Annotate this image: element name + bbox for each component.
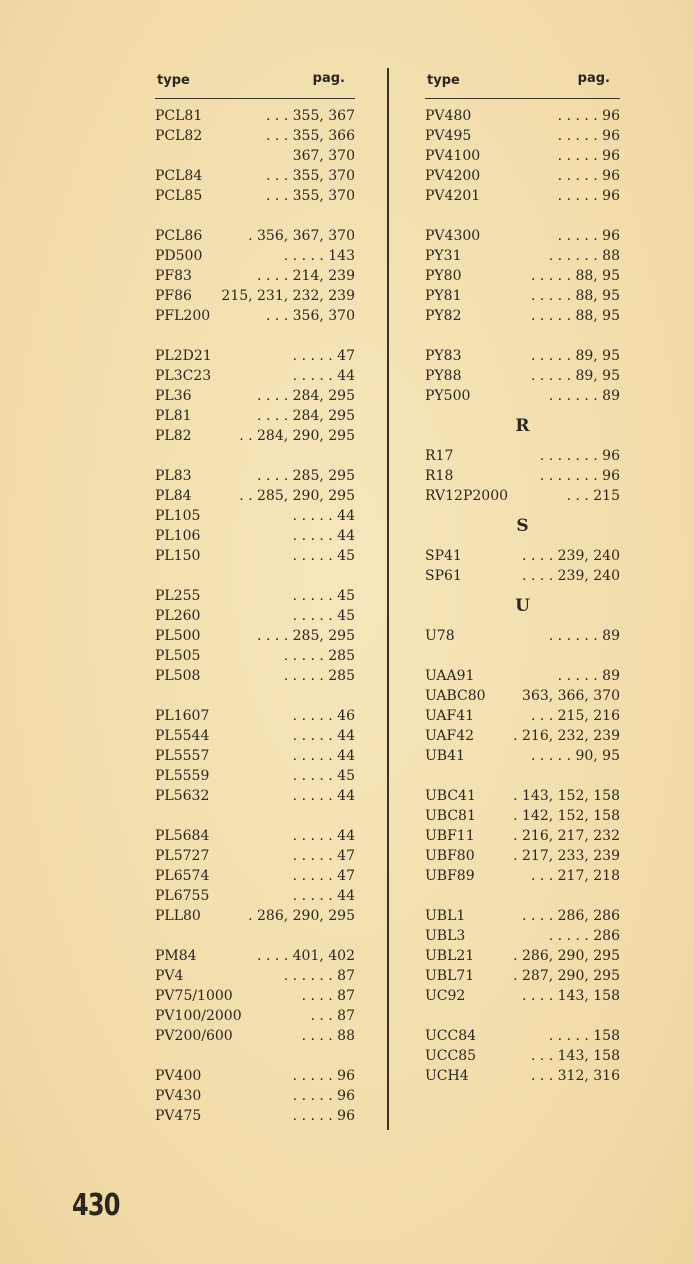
entry-pages: . . . . . 45 (292, 548, 355, 564)
index-entry (155, 606, 355, 626)
index-entry (425, 726, 620, 746)
entry-type: PL6755 (155, 888, 210, 904)
entry-type: PV75/1000 (155, 988, 233, 1004)
index-entry (155, 666, 355, 686)
index-entry (155, 486, 355, 506)
entry-type: PV4 (155, 968, 184, 984)
entry-pages: . . . . . 44 (292, 788, 355, 804)
entry-pages: . . . . 285, 295 (257, 628, 355, 644)
group-spacer (155, 926, 355, 946)
entry-type: UCH4 (425, 1068, 469, 1084)
entry-type: PL505 (155, 648, 201, 664)
index-entry (425, 626, 620, 646)
entry-type: UBL71 (425, 968, 475, 984)
entry-pages: . . . . . . 88 (548, 248, 620, 264)
entry-type: UBF80 (425, 848, 475, 864)
entry-pages: . . . . . 285 (283, 668, 355, 684)
entry-pages: . . . . 284, 295 (257, 388, 355, 404)
entry-type: UBL21 (425, 948, 475, 964)
header-pag: pag. (312, 71, 345, 86)
entry-pages: . . . . . 44 (292, 528, 355, 544)
entry-type: PY82 (425, 308, 462, 324)
page-number: 430 (72, 1188, 120, 1223)
entry-pages: . . . . . 96 (292, 1068, 355, 1084)
entry-pages: . . . . . 89 (557, 668, 620, 684)
entry-pages: . . . . . . 87 (283, 968, 355, 984)
group-spacer (425, 646, 620, 666)
entry-type: PCL81 (155, 108, 203, 124)
entry-pages: . . . 217, 218 (530, 868, 620, 884)
entry-pages: . . . 355, 366 (265, 128, 355, 144)
entry-pages: . . . . . 44 (292, 508, 355, 524)
index-entry (155, 626, 355, 646)
index-entry (425, 246, 620, 266)
index-entry (425, 546, 620, 566)
index-entry (155, 406, 355, 426)
index-entry (155, 1106, 355, 1126)
index-entry (425, 1026, 620, 1046)
entry-type: PL508 (155, 668, 201, 684)
entry-pages: . 356, 367, 370 (248, 228, 355, 244)
entry-pages: . . 284, 290, 295 (239, 428, 355, 444)
column-header (155, 68, 355, 99)
index-entry (425, 1066, 620, 1086)
header-type: type (427, 73, 460, 88)
entry-type: PV4300 (425, 228, 481, 244)
group-spacer (155, 206, 355, 226)
entry-type: PL105 (155, 508, 201, 524)
entry-pages: . . . . . . . 96 (539, 448, 620, 464)
entry-type: UBF11 (425, 828, 475, 844)
entry-pages: . . . 215, 216 (530, 708, 620, 724)
entry-pages: . . . 312, 316 (530, 1068, 620, 1084)
entry-pages: . . . . . 96 (557, 228, 620, 244)
group-spacer (155, 446, 355, 466)
index-entry (155, 846, 355, 866)
index-entry (155, 826, 355, 846)
entry-type: RV12P2000 (425, 488, 509, 504)
entry-pages: . . . 355, 370 (265, 168, 355, 184)
index-entry (425, 346, 620, 366)
entry-pages: . . . . . 45 (292, 768, 355, 784)
index-entry (155, 786, 355, 806)
entry-type: UBF89 (425, 868, 475, 884)
entry-type: R17 (425, 448, 454, 464)
index-entry (425, 1046, 620, 1066)
entry-type: UCC84 (425, 1028, 477, 1044)
entry-type: PL82 (155, 428, 192, 444)
entry-pages: . . . . . . 89 (548, 388, 620, 404)
entry-type: PV4200 (425, 168, 481, 184)
index-entry (425, 986, 620, 1006)
entry-pages: . . . . . 47 (292, 348, 355, 364)
entry-type: UABC80 (425, 688, 486, 704)
index-entry (155, 186, 355, 206)
entry-type: PL5727 (155, 848, 210, 864)
index-entry (155, 1026, 355, 1046)
index-entry (425, 266, 620, 286)
entry-type: PV4201 (425, 188, 481, 204)
entry-type: PL1607 (155, 708, 210, 724)
entry-pages: . . . . 286, 286 (522, 908, 620, 924)
index-entry (155, 466, 355, 486)
index-entry (155, 946, 355, 966)
entry-pages: . . . 215 (566, 488, 620, 504)
section-letter: R (515, 416, 530, 436)
entry-type: PY31 (425, 248, 462, 264)
index-entry (425, 186, 620, 206)
index-entry (425, 746, 620, 766)
entry-type: PY88 (425, 368, 462, 384)
entry-pages: . . . . 401, 402 (257, 948, 355, 964)
entry-type: PV495 (425, 128, 472, 144)
index-entry (425, 846, 620, 866)
entry-type: UAA91 (425, 668, 475, 684)
entry-type: SP41 (425, 548, 462, 564)
entry-pages: . . . . . 44 (292, 748, 355, 764)
index-entry (155, 126, 355, 146)
entry-pages: . 142, 152, 158 (513, 808, 620, 824)
index-entry (155, 706, 355, 726)
entry-pages: . . . . . 46 (292, 708, 355, 724)
entry-type: U78 (425, 628, 455, 644)
entry-pages: . . . 143, 158 (530, 1048, 620, 1064)
index-entry (155, 646, 355, 666)
entry-pages: . . . . 88 (301, 1028, 355, 1044)
index-entry (155, 526, 355, 546)
entry-pages: . . . . 239, 240 (522, 548, 620, 564)
index-entry (425, 106, 620, 126)
entry-type: UC92 (425, 988, 466, 1004)
index-entry (425, 566, 620, 586)
entry-pages: 363, 366, 370 (522, 688, 620, 704)
index-entry (155, 366, 355, 386)
entry-type: UCC85 (425, 1048, 477, 1064)
entry-type: PL255 (155, 588, 201, 604)
index-entry (155, 346, 355, 366)
entry-pages: . . . . . 90, 95 (530, 748, 620, 764)
entry-type: PL5557 (155, 748, 210, 764)
entry-type: UAF41 (425, 708, 475, 724)
entry-pages: . . . . . 44 (292, 828, 355, 844)
entry-pages: . . . . . 44 (292, 368, 355, 384)
index-entry (155, 966, 355, 986)
entry-type: PL260 (155, 608, 201, 624)
entry-pages: . . . . . 158 (548, 1028, 620, 1044)
entry-pages: . . . 355, 370 (265, 188, 355, 204)
index-entry (425, 166, 620, 186)
group-spacer (155, 1046, 355, 1066)
entry-type: PY81 (425, 288, 462, 304)
entry-pages: . . . . . 96 (557, 108, 620, 124)
entry-type: PL36 (155, 388, 192, 404)
index-entry (425, 486, 620, 506)
entry-pages: . . . . . 47 (292, 848, 355, 864)
index-entry (425, 126, 620, 146)
entry-pages: . . . . . . . 96 (539, 468, 620, 484)
entry-type: PL84 (155, 488, 192, 504)
index-entry (155, 726, 355, 746)
index-entry (425, 786, 620, 806)
entry-pages: . . . 356, 370 (265, 308, 355, 324)
column-divider (387, 68, 389, 1130)
group-spacer (155, 566, 355, 586)
header-pag: pag. (577, 71, 610, 86)
index-entry (155, 766, 355, 786)
entry-type: UBL1 (425, 908, 466, 924)
index-entry (155, 906, 355, 926)
index-entry (425, 286, 620, 306)
entry-pages: . . . . . 286 (548, 928, 620, 944)
index-entry (155, 146, 355, 166)
index-entry (425, 466, 620, 486)
entry-type: PL5632 (155, 788, 210, 804)
entry-pages: . . . . . . 89 (548, 628, 620, 644)
entry-type: PY83 (425, 348, 462, 364)
entry-type: PV100/2000 (155, 1008, 242, 1024)
entry-type: PL2D21 (155, 348, 212, 364)
index-entry (155, 266, 355, 286)
entry-pages: . . . . 143, 158 (522, 988, 620, 1004)
entry-pages: . . . . 285, 295 (257, 468, 355, 484)
entry-pages: . . . 87 (310, 1008, 355, 1024)
index-entry (425, 966, 620, 986)
entry-pages: . . . . . 143 (283, 248, 355, 264)
index-entry (425, 926, 620, 946)
entry-pages: . . . . 87 (301, 988, 355, 1004)
entry-pages: . . . . . 88, 95 (530, 268, 620, 284)
entry-type: PL106 (155, 528, 201, 544)
index-entry (155, 1086, 355, 1106)
index-entry (425, 686, 620, 706)
index-entry (155, 226, 355, 246)
index-entry (425, 666, 620, 686)
entry-type: PL83 (155, 468, 192, 484)
entry-pages: . . . . 284, 295 (257, 408, 355, 424)
entry-type: PL5559 (155, 768, 210, 784)
entry-pages: . . . . . 96 (557, 168, 620, 184)
entry-type: PL5684 (155, 828, 210, 844)
entry-pages: . . . . . 45 (292, 608, 355, 624)
index-entry (155, 1006, 355, 1026)
entry-pages: . . . . . 44 (292, 888, 355, 904)
entry-pages: . . . . . 88, 95 (530, 288, 620, 304)
entry-type: PCL85 (155, 188, 203, 204)
entry-pages: . . . . . 89, 95 (530, 348, 620, 364)
entry-pages: . . . . . 44 (292, 728, 355, 744)
index-entry (155, 286, 355, 306)
entry-pages: . . . . . 89, 95 (530, 368, 620, 384)
index-entry (155, 866, 355, 886)
index-entry (155, 426, 355, 446)
entry-list (155, 106, 355, 1126)
entry-pages: . 143, 152, 158 (513, 788, 620, 804)
entry-type: PF83 (155, 268, 192, 284)
entry-type: UAF42 (425, 728, 475, 744)
index-entry (155, 246, 355, 266)
index-entry (155, 986, 355, 1006)
entry-pages: . 287, 290, 295 (513, 968, 620, 984)
index-entry (425, 226, 620, 246)
entry-type: UBC41 (425, 788, 476, 804)
entry-type: PL6574 (155, 868, 210, 884)
group-spacer (425, 886, 620, 906)
entry-type: PY80 (425, 268, 462, 284)
index-entry (425, 386, 620, 406)
group-spacer (155, 686, 355, 706)
index-entry (155, 506, 355, 526)
entry-pages: 367, 370 (292, 148, 355, 164)
entry-type: PV200/600 (155, 1028, 233, 1044)
entry-type: PV480 (425, 108, 472, 124)
entry-type: UBL3 (425, 928, 466, 944)
index-entry (425, 906, 620, 926)
entry-pages: . . . . . 88, 95 (530, 308, 620, 324)
index-entry (155, 166, 355, 186)
column-header (425, 68, 620, 99)
index-entry (155, 106, 355, 126)
entry-pages: 215, 231, 232, 239 (221, 288, 355, 304)
entry-type: PCL84 (155, 168, 203, 184)
index-entry (425, 446, 620, 466)
index-entry (155, 886, 355, 906)
entry-pages: . . . . . 47 (292, 868, 355, 884)
index-entry (425, 806, 620, 826)
index-entry (155, 1066, 355, 1086)
index-entry (425, 306, 620, 326)
index-entry (155, 306, 355, 326)
index-entry (155, 546, 355, 566)
entry-pages: . . . . . 96 (557, 188, 620, 204)
section-letter: U (515, 596, 530, 616)
group-spacer (155, 326, 355, 346)
entry-pages: . . . . . 96 (292, 1108, 355, 1124)
index-entry (155, 386, 355, 406)
entry-type: PD500 (155, 248, 203, 264)
entry-pages: . . . . 239, 240 (522, 568, 620, 584)
entry-type: PCL82 (155, 128, 203, 144)
index-entry (425, 866, 620, 886)
entry-type: PV4100 (425, 148, 481, 164)
entry-pages: . 286, 290, 295 (248, 908, 355, 924)
entry-type: PL5544 (155, 728, 210, 744)
index-entry (425, 146, 620, 166)
group-spacer (425, 206, 620, 226)
entry-type: PCL86 (155, 228, 203, 244)
entry-type: PV430 (155, 1088, 202, 1104)
entry-type: PV475 (155, 1108, 202, 1124)
index-entry (155, 746, 355, 766)
group-spacer (155, 806, 355, 826)
group-spacer (425, 766, 620, 786)
index-entry (155, 586, 355, 606)
group-spacer (425, 326, 620, 346)
entry-type: PLL80 (155, 908, 201, 924)
entry-pages: . 286, 290, 295 (513, 948, 620, 964)
entry-pages: . . 285, 290, 295 (239, 488, 355, 504)
header-type: type (157, 73, 190, 88)
entry-type: PM84 (155, 948, 197, 964)
entry-type: UB41 (425, 748, 465, 764)
entry-type: SP61 (425, 568, 462, 584)
entry-pages: . . . 355, 367 (265, 108, 355, 124)
section-letter: S (516, 516, 529, 536)
entry-type: R18 (425, 468, 454, 484)
entry-pages: . 216, 217, 232 (513, 828, 620, 844)
entry-type: PL81 (155, 408, 192, 424)
index-entry (425, 826, 620, 846)
entry-type: UBC81 (425, 808, 476, 824)
index-entry (425, 946, 620, 966)
entry-type: PY500 (425, 388, 471, 404)
entry-pages: . 217, 233, 239 (513, 848, 620, 864)
group-spacer (425, 1006, 620, 1026)
entry-pages: . . . . . 96 (557, 148, 620, 164)
entry-pages: . . . . . 96 (557, 128, 620, 144)
entry-pages: . . . . . 285 (283, 648, 355, 664)
entry-type: PV400 (155, 1068, 202, 1084)
entry-list (425, 106, 620, 1086)
entry-pages: . 216, 232, 239 (513, 728, 620, 744)
entry-pages: . . . . 214, 239 (257, 268, 355, 284)
entry-pages: . . . . . 45 (292, 588, 355, 604)
index-entry (425, 706, 620, 726)
entry-pages: . . . . . 96 (292, 1088, 355, 1104)
entry-type: PL3C23 (155, 368, 212, 384)
entry-type: PF86 (155, 288, 192, 304)
index-entry (425, 366, 620, 386)
entry-type: PL500 (155, 628, 201, 644)
entry-type: PL150 (155, 548, 201, 564)
entry-type: PFL200 (155, 308, 211, 324)
